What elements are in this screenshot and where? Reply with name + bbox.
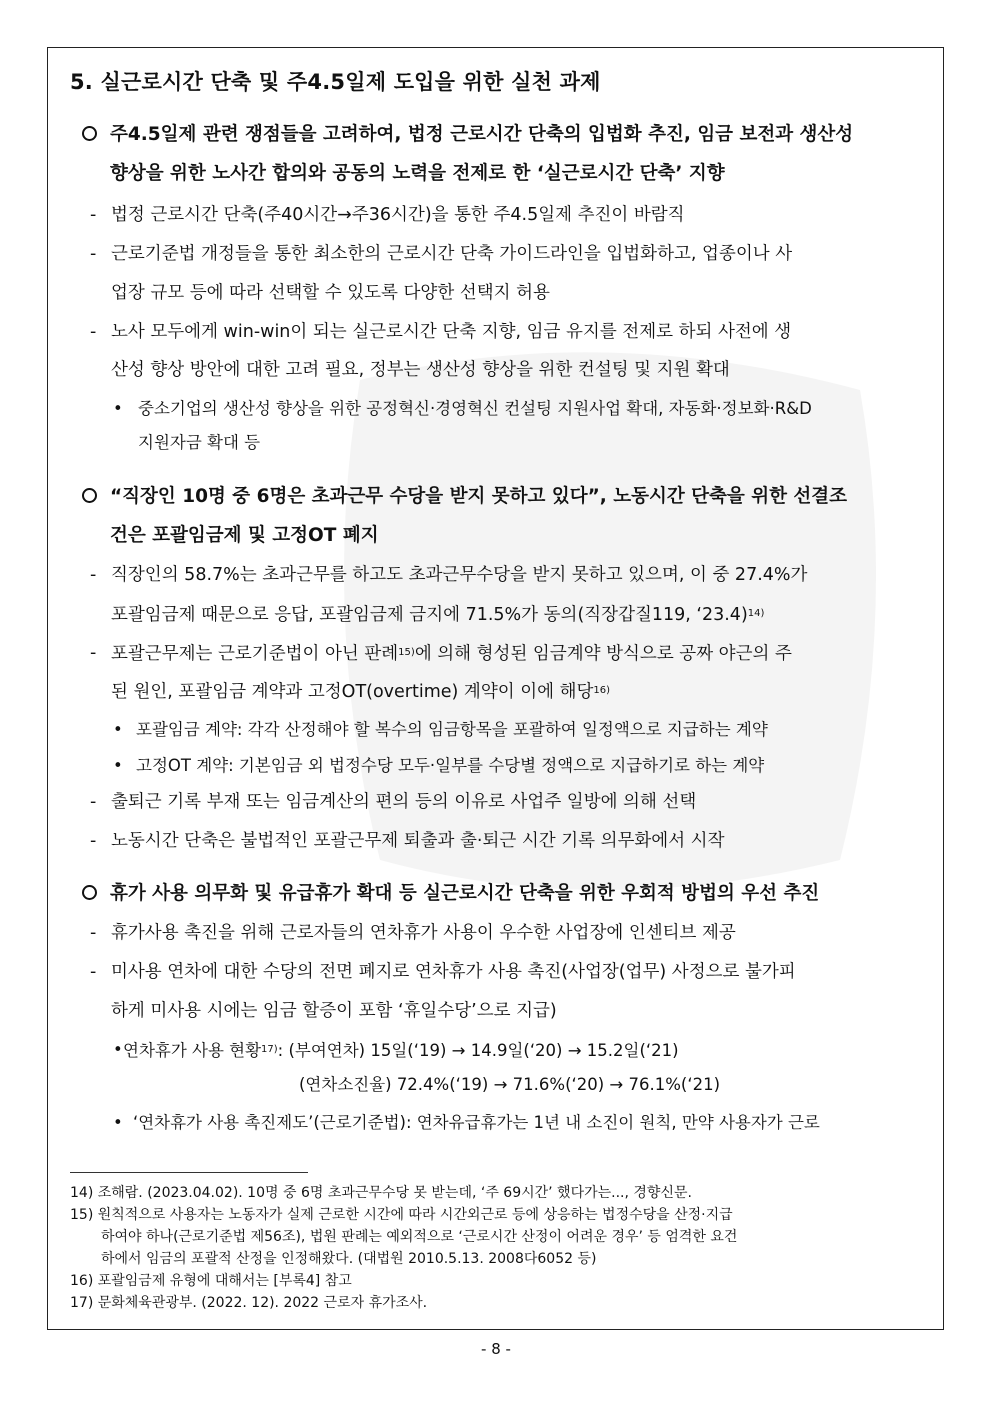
dash-icon: - xyxy=(90,322,97,342)
page-number: - 8 - xyxy=(481,1340,511,1358)
circle-bullet-icon xyxy=(82,885,97,900)
s3-bullet1-cont: (연차소진율) 72.4%(‘19) → 71.6%(‘20) → 76.1%(‘21) xyxy=(299,1075,721,1094)
dash-icon: - xyxy=(90,565,97,585)
s1-dash2-cont: 업장 규모 등에 따라 선택할 수 있도록 다양한 선택지 허용 xyxy=(111,283,550,303)
s3-bullet2: ‘연차휴가 사용 촉진제도’(근로기준법): 연차유급휴가는 1년 내 소진이 원칙, 만약 사용자가 근로 xyxy=(133,1113,820,1132)
footnote-divider xyxy=(70,1172,308,1173)
footnote-ref-15: 15) xyxy=(398,647,415,658)
footnote-ref-14: 14) xyxy=(747,608,765,619)
dash-icon: - xyxy=(90,923,97,943)
section-1-heading-cont: 향상을 위한 노사간 합의와 공동의 노력을 전제로 한 ‘실근로시간 단축’ 지향 xyxy=(110,163,725,184)
s2-dash4: 노동시간 단축은 불법적인 포괄근무제 퇴출과 출·퇴근 시간 기록 의무화에서 시작 xyxy=(111,831,725,851)
footnote-16: 16) 포괄임금제 유형에 대해서는 [부록4] 참고 xyxy=(70,1273,352,1289)
dot-bullet-icon: • xyxy=(113,1113,123,1132)
s2-bullet2: 고정OT 계약: 기본임금 외 법정수당 모두·일부를 수당별 정액으로 지급하기로 하는 계약 xyxy=(136,756,765,775)
footnote-15-cont: 하여야 하나(근로기준법 제56조), 법원 판례는 예외적으로 ‘근로시간 산정이 어려운 경우’ 등 엄격한 요건 xyxy=(101,1229,738,1245)
s2-dash1-cont: 포괄임금제 때문으로 응답, 포괄임금제 금지에 71.5%가 동의(직장갑질119, ‘23.4)$^{14)}$ xyxy=(111,605,765,625)
s3-dash2: 미사용 연차에 대한 수당의 전면 폐지로 연차휴가 사용 촉진(사업장(업무) 사정으로 불가피 xyxy=(111,962,796,982)
footnote-15-cont2: 하에서 임금의 포괄적 산정을 인정해왔다. (대법원 2010.5.13. 2008다6052 등) xyxy=(101,1251,597,1267)
dot-bullet-icon: • xyxy=(113,1040,123,1059)
section-2-heading: “직장인 10명 중 6명은 초과근무 수당을 받지 못하고 있다”, 노동시간 단축을 위한 선결조 xyxy=(82,479,819,515)
dash-icon: - xyxy=(90,244,97,264)
s1-bullet1: 중소기업의 생산성 향상을 위한 공정혁신·경영혁신 컨설팅 지원사업 확대, 자동화·정보화·R&D xyxy=(138,399,812,418)
s3-dash1: 휴가사용 촉진을 위해 근로자들의 연차휴가 사용이 우수한 사업장에 인센티브 제공 xyxy=(111,923,736,943)
section-3-heading: 휴가 사용 의무화 및 유급휴가 확대 등 실근로시간 단축을 위한 우회적 방법의 우선 추진 xyxy=(82,876,791,912)
s2-dash3: 출퇴근 기록 부재 또는 임금계산의 편의 등의 이유로 사업주 일방에 의해 선택 xyxy=(111,792,697,812)
s2-bullet1: 포괄임금 계약: 각각 산정해야 할 복수의 임금항목을 포괄하여 일정액으로 지급하는 계약 xyxy=(136,720,768,739)
dash-icon: - xyxy=(90,205,97,225)
s2-dash2: 포괄근무제는 근로기준법이 아닌 판례$^{15)}$에 의해 형성된 임금계약 방식으로 공짜 야근의 주 xyxy=(111,644,792,664)
s1-dash2: 근로기준법 개정들을 통한 최소한의 근로시간 단축 가이드라인을 입법화하고, 업종이나 사 xyxy=(111,244,793,264)
s2-dash1: 직장인의 58.7%는 초과근무를 하고도 초과근무수당을 받지 못하고 있으며, 이 중 27.4%가 xyxy=(111,565,808,585)
s1-dash1: 법정 근로시간 단축(주40시간→주36시간)을 통한 주4.5일제 추진이 바람직 xyxy=(111,205,685,225)
footnote-15: 15) 원칙적으로 사용자는 노동자가 실제 근로한 시간에 따라 시간외근로 등에 상응하는 법정수당을 산정·지급 xyxy=(70,1207,733,1223)
circle-bullet-icon xyxy=(82,488,97,503)
circle-bullet-icon xyxy=(82,126,97,141)
section-title: 5. 실근로시간 단축 및 주4.5일제 도입을 위한 실천 과제 xyxy=(70,70,601,94)
s1-dash3-cont: 산성 향상 방안에 대한 고려 필요, 정부는 생산성 향상을 위한 컨설팅 및 지원 확대 xyxy=(111,360,730,380)
section-1-heading: 주4.5일제 관련 쟁점들을 고려하여, 법정 근로시간 단축의 입법화 추진, 임금 보전과 생산성 xyxy=(82,117,825,153)
footnote-ref-16: 16) xyxy=(593,685,611,696)
footnote-14: 14) 조해람. (2023.04.02). 10명 중 6명 초과근무수당 못 받는데, ‘주 69시간’ 했다가는..., 경향신문. xyxy=(70,1185,692,1201)
s1-dash3: 노사 모두에게 win-win이 되는 실근로시간 단축 지향, 임금 유지를 전제로 하되 사전에 생 xyxy=(111,322,792,342)
dot-bullet-icon: • xyxy=(113,720,123,739)
dot-bullet-icon: • xyxy=(113,756,123,775)
footnote-17: 17) 문화체육관광부. (2022. 12). 2022 근로자 휴가조사. xyxy=(70,1295,428,1311)
footnote-ref-17: 17) xyxy=(261,1044,278,1055)
s2-dash2-cont: 된 원인, 포괄임금 계약과 고정OT(overtime) 계약이 이에 해당$^{16)}$ xyxy=(111,682,611,702)
dash-icon: - xyxy=(90,962,97,982)
dot-bullet-icon: • xyxy=(113,399,123,418)
s3-bullet1: 연차휴가 사용 현황$^{17)}$: (부여연차) 15일(‘19) → 14.9일(‘20) → 15.2일(‘21) xyxy=(123,1041,679,1060)
s1-bullet1-cont: 지원자금 확대 등 xyxy=(138,433,261,452)
section-2-heading-cont: 건은 포괄임금제 및 고정OT 폐지 xyxy=(110,525,379,546)
dash-icon: - xyxy=(90,643,97,663)
s3-dash2-cont: 하게 미사용 시에는 임금 할증이 포함 ‘휴일수당’으로 지급) xyxy=(111,1001,557,1021)
dash-icon: - xyxy=(90,831,97,851)
dash-icon: - xyxy=(90,792,97,812)
